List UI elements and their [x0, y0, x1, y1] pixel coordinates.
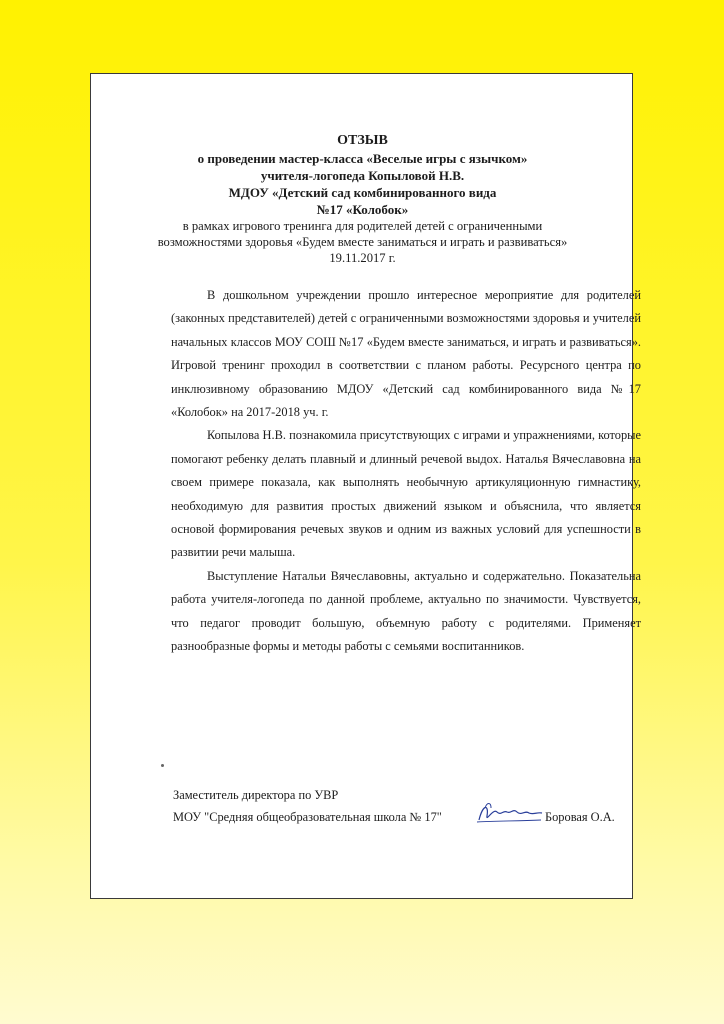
body-paragraph-2: Копылова Н.В. познакомила присутствующих с играми и упражнениями, которые помогают ребенку делать плавный и длинный речевой выдох. Наталья Вячеславовна на своем примере показала, как выполнять необычную артикуляционную гимнастику, необходимую для развития простых движений языком и объяснила, что является основой формирования речевых звуков и одним из важных условий для успешности в развитии речи малыша. [171, 428, 641, 560]
document-title: ОТЗЫВ [337, 133, 388, 148]
document-sheet [90, 73, 641, 899]
document-header [91, 132, 634, 266]
header-line-institution-number: №17 «Колобок» [316, 202, 409, 217]
document-body [171, 284, 641, 659]
document-date: 19.11.2017 г. [329, 251, 396, 265]
header-line-institution: МДОУ «Детский сад комбинированного вида [228, 185, 497, 200]
header-line-context-2: возможностями здоровья «Будем вместе заниматься и играть и развиваться» [157, 235, 568, 249]
header-line-context: в рамках игрового тренинга для родителей детей с ограниченными [182, 219, 543, 233]
body-paragraph-3: Выступление Натальи Вячеславовны, актуально и содержательно. Показательна работа учителя-логопеда по данной проблеме, актуально по значимости. Чувствуется, что педагог проводит большую, объемную работу с родителями. Применяет разнообразные формы и методы работы с семьями воспитанников. [171, 568, 641, 654]
header-line-event: о проведении мастер-класса «Веселые игры с язычком» [197, 151, 528, 166]
signer-school: МОУ "Средняя общеобразовательная школа № 17" [173, 810, 442, 824]
signer-name: Боровая О.А. [545, 810, 615, 824]
header-line-teacher: учителя-логопеда Копыловой Н.В. [260, 168, 465, 183]
handwritten-signature-icon [475, 800, 545, 826]
signer-position: Заместитель директора по УВР [173, 788, 339, 802]
ink-dot [161, 764, 164, 767]
body-paragraph-1: В дошкольном учреждении прошло интересное мероприятие для родителей (законных представителей) детей с ограниченными возможностями здоровья и учителей начальных классов МОУ СОШ №17 «Будем вместе заниматься, и играть и развиваться». Игровой тренинг проходил в соответствии с планом работы. Ресурсного центра по инклюзивному образованию МДОУ «Детский сад комбинированного вида №17 «Колобок» на 2017-2018 уч. г. [171, 288, 641, 420]
